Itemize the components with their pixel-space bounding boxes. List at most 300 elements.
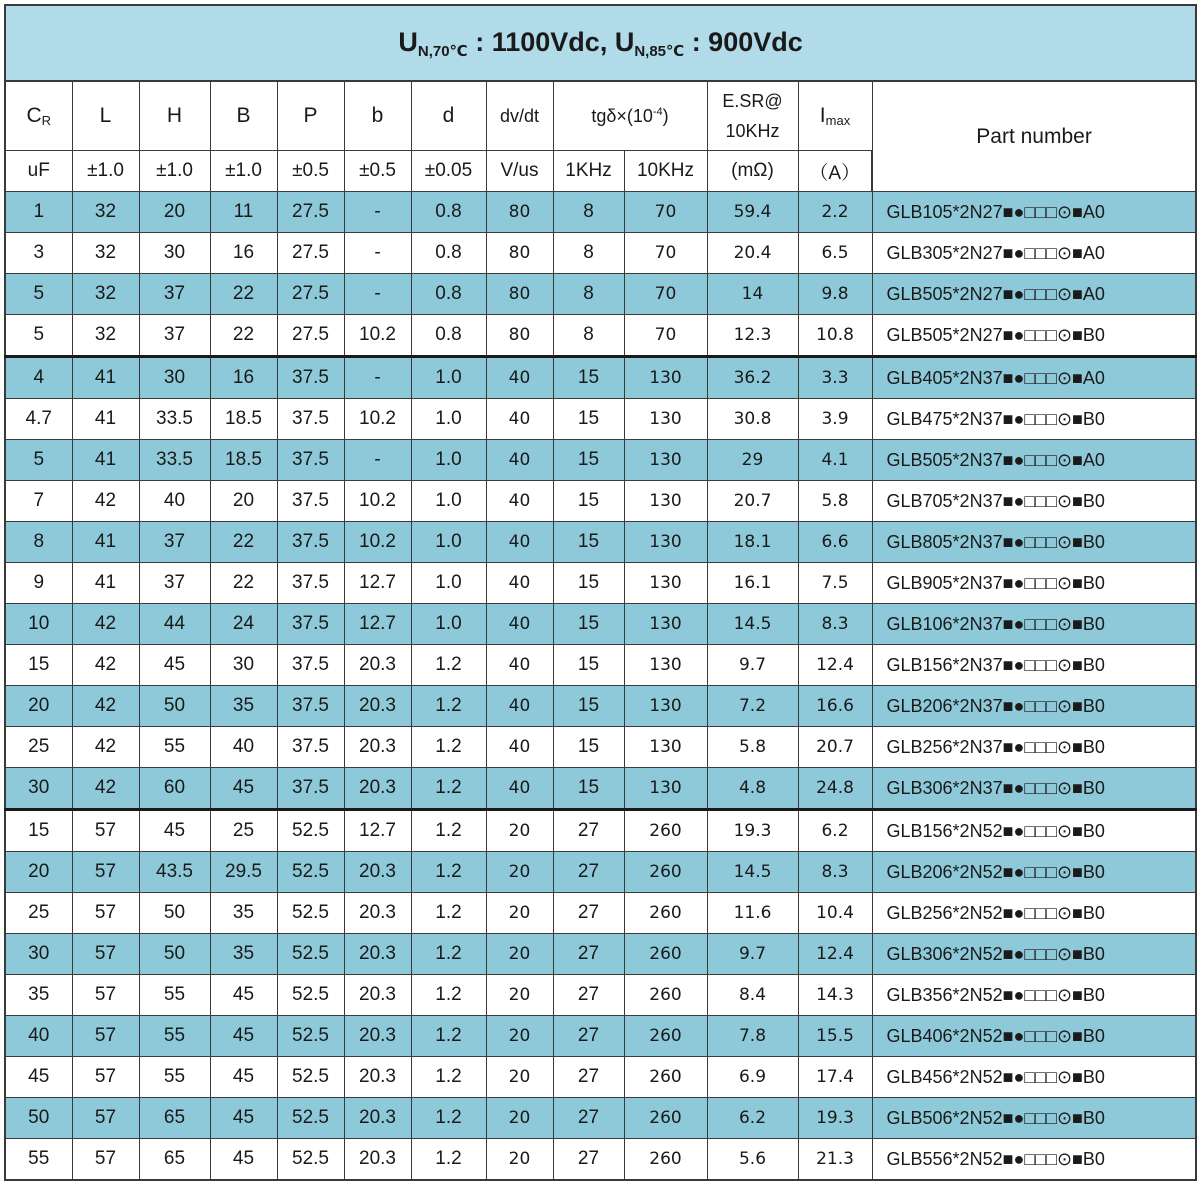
cell-b-pitch: 12.7: [344, 563, 411, 604]
cell-imax: 24.8: [798, 768, 872, 810]
cell-imax: 21.3: [798, 1139, 872, 1181]
cell-esr: 6.2: [707, 1098, 798, 1139]
cell-dvdt: 40: [486, 686, 553, 727]
cell-h: 65: [139, 1139, 210, 1181]
title-u1: U: [398, 26, 418, 57]
cell-dvdt: 20: [486, 1139, 553, 1181]
title-u2-sub: N,85℃: [634, 42, 685, 60]
cell-imax: 3.3: [798, 357, 872, 399]
cell-part-number: GLB206*2N37■●□□□⊙■B0: [872, 686, 1196, 727]
cr-label: C: [26, 104, 42, 127]
cell-dvdt: 20: [486, 1057, 553, 1098]
cell-imax: 5.8: [798, 481, 872, 522]
cell-tg-10khz: 130: [624, 645, 707, 686]
cell-esr: 16.1: [707, 563, 798, 604]
cell-p: 52.5: [277, 893, 344, 934]
cell-imax: 8.3: [798, 852, 872, 893]
cell-h: 55: [139, 727, 210, 768]
cell-cr: 30: [5, 934, 72, 975]
tg-end: ): [662, 105, 669, 126]
cell-b-pitch: 20.3: [344, 1139, 411, 1181]
cell-d: 1.0: [411, 563, 486, 604]
cell-tg-1khz: 15: [553, 399, 624, 440]
cell-b-width: 45: [210, 1016, 277, 1057]
col-header-part-number: Part number: [872, 81, 1196, 192]
capacitor-spec-table: [4, 4, 1197, 1181]
cell-b-pitch: 20.3: [344, 1098, 411, 1139]
unit-cell: uF: [5, 151, 72, 192]
cell-b-pitch: -: [344, 233, 411, 274]
cell-l: 42: [72, 727, 139, 768]
table-row: [5, 563, 1196, 604]
cell-imax: 2.2: [798, 192, 872, 233]
cell-cr: 45: [5, 1057, 72, 1098]
cell-b-pitch: 10.2: [344, 399, 411, 440]
cell-d: 1.2: [411, 810, 486, 852]
cell-l: 41: [72, 522, 139, 563]
cell-b-pitch: -: [344, 357, 411, 399]
cell-b-width: 11: [210, 192, 277, 233]
cell-b-width: 35: [210, 893, 277, 934]
unit-cell: ±0.05: [411, 151, 486, 192]
cell-cr: 4: [5, 357, 72, 399]
cell-h: 30: [139, 233, 210, 274]
cell-tg-10khz: 130: [624, 481, 707, 522]
cell-l: 57: [72, 1016, 139, 1057]
cell-imax: 20.7: [798, 727, 872, 768]
cell-p: 37.5: [277, 399, 344, 440]
cell-h: 50: [139, 686, 210, 727]
cell-imax: 14.3: [798, 975, 872, 1016]
cell-tg-1khz: 8: [553, 315, 624, 357]
table-row: [5, 274, 1196, 315]
table-row: [5, 233, 1196, 274]
cell-p: 27.5: [277, 315, 344, 357]
cell-part-number: GLB305*2N27■●□□□⊙■A0: [872, 233, 1196, 274]
cell-dvdt: 20: [486, 893, 553, 934]
cell-h: 43.5: [139, 852, 210, 893]
cell-imax: 6.2: [798, 810, 872, 852]
cell-tg-1khz: 27: [553, 1139, 624, 1181]
cell-d: 1.2: [411, 686, 486, 727]
cell-b-width: 16: [210, 233, 277, 274]
cell-p: 52.5: [277, 975, 344, 1016]
cell-b-width: 45: [210, 1098, 277, 1139]
cell-b-pitch: 12.7: [344, 604, 411, 645]
cell-tg-1khz: 8: [553, 274, 624, 315]
cell-esr: 8.4: [707, 975, 798, 1016]
cell-cr: 15: [5, 645, 72, 686]
cell-dvdt: 40: [486, 727, 553, 768]
cell-cr: 40: [5, 1016, 72, 1057]
cell-p: 27.5: [277, 274, 344, 315]
cell-tg-10khz: 70: [624, 233, 707, 274]
cell-tg-1khz: 15: [553, 727, 624, 768]
cell-part-number: GLB405*2N37■●□□□⊙■A0: [872, 357, 1196, 399]
cell-esr: 14: [707, 274, 798, 315]
cell-part-number: GLB356*2N52■●□□□⊙■B0: [872, 975, 1196, 1016]
cell-part-number: GLB475*2N37■●□□□⊙■B0: [872, 399, 1196, 440]
cell-tg-1khz: 27: [553, 893, 624, 934]
cell-esr: 14.5: [707, 852, 798, 893]
cell-tg-10khz: 130: [624, 522, 707, 563]
cell-b-pitch: -: [344, 192, 411, 233]
col-header-dvdt: dv/dt: [486, 81, 553, 151]
cell-tg-10khz: 130: [624, 727, 707, 768]
col-header-l: L: [72, 81, 139, 151]
table-row: [5, 768, 1196, 810]
cell-esr: 9.7: [707, 934, 798, 975]
cell-b-pitch: 20.3: [344, 1016, 411, 1057]
cell-d: 1.2: [411, 1098, 486, 1139]
cell-esr: 11.6: [707, 893, 798, 934]
cell-esr: 7.8: [707, 1016, 798, 1057]
cell-cr: 4.7: [5, 399, 72, 440]
cell-b-pitch: 20.3: [344, 686, 411, 727]
cell-cr: 7: [5, 481, 72, 522]
table-row: [5, 357, 1196, 399]
cell-l: 32: [72, 274, 139, 315]
col-header-p: P: [277, 81, 344, 151]
cell-p: 27.5: [277, 233, 344, 274]
title-u2: U: [614, 26, 635, 57]
cell-tg-1khz: 27: [553, 975, 624, 1016]
cell-b-width: 20: [210, 481, 277, 522]
cell-tg-10khz: 260: [624, 893, 707, 934]
table-row: [5, 604, 1196, 645]
cell-imax: 10.4: [798, 893, 872, 934]
cell-p: 37.5: [277, 686, 344, 727]
cell-part-number: GLB406*2N52■●□□□⊙■B0: [872, 1016, 1196, 1057]
cell-dvdt: 80: [486, 233, 553, 274]
col-header-tg: [553, 81, 707, 151]
cell-tg-1khz: 15: [553, 522, 624, 563]
cell-tg-1khz: 27: [553, 852, 624, 893]
cell-l: 57: [72, 1098, 139, 1139]
cell-b-pitch: 20.3: [344, 852, 411, 893]
cell-dvdt: 20: [486, 1098, 553, 1139]
tg-label: tgδ×(10: [591, 105, 653, 126]
cell-b-width: 22: [210, 563, 277, 604]
cell-part-number: GLB256*2N52■●□□□⊙■B0: [872, 893, 1196, 934]
cell-imax: 7.5: [798, 563, 872, 604]
cell-cr: 10: [5, 604, 72, 645]
cell-imax: 4.1: [798, 440, 872, 481]
cell-part-number: GLB556*2N52■●□□□⊙■B0: [872, 1139, 1196, 1181]
cell-esr: 5.6: [707, 1139, 798, 1181]
cell-imax: 8.3: [798, 604, 872, 645]
cell-b-width: 22: [210, 315, 277, 357]
cell-tg-10khz: 260: [624, 1016, 707, 1057]
cell-p: 37.5: [277, 768, 344, 810]
cell-dvdt: 20: [486, 1016, 553, 1057]
table-row: [5, 1016, 1196, 1057]
cell-tg-10khz: 130: [624, 440, 707, 481]
table-row: [5, 315, 1196, 357]
cell-part-number: GLB456*2N52■●□□□⊙■B0: [872, 1057, 1196, 1098]
cell-esr: 12.3: [707, 315, 798, 357]
cell-d: 0.8: [411, 233, 486, 274]
cell-tg-10khz: 260: [624, 852, 707, 893]
col-header-esr: [707, 81, 798, 151]
cell-dvdt: 40: [486, 481, 553, 522]
cell-part-number: GLB705*2N37■●□□□⊙■B0: [872, 481, 1196, 522]
cell-d: 1.2: [411, 727, 486, 768]
cell-b-pitch: 20.3: [344, 768, 411, 810]
cell-cr: 5: [5, 440, 72, 481]
cell-h: 33.5: [139, 440, 210, 481]
cell-b-width: 18.5: [210, 440, 277, 481]
unit-cell: ±0.5: [344, 151, 411, 192]
cell-b-pitch: 20.3: [344, 893, 411, 934]
cell-esr: 7.2: [707, 686, 798, 727]
cell-l: 41: [72, 357, 139, 399]
table-body: [5, 192, 1196, 1181]
cell-cr: 9: [5, 563, 72, 604]
cell-tg-10khz: 130: [624, 604, 707, 645]
cell-b-width: 45: [210, 1139, 277, 1181]
cell-dvdt: 40: [486, 357, 553, 399]
cell-p: 27.5: [277, 192, 344, 233]
cell-h: 37: [139, 563, 210, 604]
cell-h: 55: [139, 1057, 210, 1098]
cell-esr: 36.2: [707, 357, 798, 399]
esr-line2: 10KHz: [725, 121, 780, 141]
cell-cr: 5: [5, 274, 72, 315]
cell-tg-1khz: 15: [553, 357, 624, 399]
cell-h: 33.5: [139, 399, 210, 440]
cell-cr: 20: [5, 852, 72, 893]
cell-esr: 20.7: [707, 481, 798, 522]
table-row: [5, 1139, 1196, 1181]
cell-l: 57: [72, 810, 139, 852]
cell-cr: 50: [5, 1098, 72, 1139]
cell-cr: 8: [5, 522, 72, 563]
imax-sub: max: [825, 113, 851, 128]
cell-d: 1.0: [411, 440, 486, 481]
cell-part-number: GLB505*2N27■●□□□⊙■A0: [872, 274, 1196, 315]
cell-tg-10khz: 70: [624, 315, 707, 357]
cell-l: 57: [72, 1057, 139, 1098]
cell-b-width: 16: [210, 357, 277, 399]
cell-b-pitch: -: [344, 274, 411, 315]
cell-l: 42: [72, 604, 139, 645]
cell-esr: 29: [707, 440, 798, 481]
cell-esr: 30.8: [707, 399, 798, 440]
cell-l: 57: [72, 852, 139, 893]
cell-l: 32: [72, 315, 139, 357]
col-header-b-pitch: b: [344, 81, 411, 151]
cell-d: 1.2: [411, 1057, 486, 1098]
cell-dvdt: 20: [486, 975, 553, 1016]
cell-esr: 20.4: [707, 233, 798, 274]
cell-p: 37.5: [277, 604, 344, 645]
cell-p: 52.5: [277, 1098, 344, 1139]
table-row: [5, 399, 1196, 440]
title-u1-sub: N,70℃: [417, 42, 468, 60]
cell-b-width: 45: [210, 975, 277, 1016]
cell-l: 42: [72, 768, 139, 810]
cell-b-width: 18.5: [210, 399, 277, 440]
col-header-imax: [798, 81, 872, 151]
cell-h: 60: [139, 768, 210, 810]
cell-tg-1khz: 15: [553, 645, 624, 686]
cell-b-width: 35: [210, 686, 277, 727]
cell-imax: 15.5: [798, 1016, 872, 1057]
cell-cr: 1: [5, 192, 72, 233]
table-row: [5, 686, 1196, 727]
cell-tg-1khz: 27: [553, 810, 624, 852]
cell-esr: 59.4: [707, 192, 798, 233]
cell-l: 42: [72, 686, 139, 727]
imax-label: I: [819, 104, 826, 127]
cell-tg-10khz: 70: [624, 192, 707, 233]
cell-esr: 6.9: [707, 1057, 798, 1098]
unit-cell: ±1.0: [72, 151, 139, 192]
cell-b-width: 22: [210, 274, 277, 315]
cell-b-width: 45: [210, 768, 277, 810]
cell-b-width: 24: [210, 604, 277, 645]
col-header-d: d: [411, 81, 486, 151]
cell-imax: 12.4: [798, 645, 872, 686]
unit-cell: ±1.0: [139, 151, 210, 192]
cell-d: 1.0: [411, 481, 486, 522]
cell-tg-1khz: 15: [553, 768, 624, 810]
cell-tg-1khz: 15: [553, 440, 624, 481]
unit-cell: （A）: [798, 151, 872, 192]
cell-dvdt: 20: [486, 852, 553, 893]
cell-imax: 17.4: [798, 1057, 872, 1098]
cell-cr: 25: [5, 727, 72, 768]
cell-tg-1khz: 8: [553, 233, 624, 274]
cell-dvdt: 20: [486, 934, 553, 975]
table-row: [5, 893, 1196, 934]
cell-b-pitch: 20.3: [344, 934, 411, 975]
cell-tg-1khz: 27: [553, 1057, 624, 1098]
unit-cell: 1KHz: [553, 151, 624, 192]
esr-line1: E.SR@: [722, 91, 783, 111]
table-row: [5, 481, 1196, 522]
cell-part-number: GLB156*2N52■●□□□⊙■B0: [872, 810, 1196, 852]
cell-b-width: 40: [210, 727, 277, 768]
cell-tg-10khz: 260: [624, 975, 707, 1016]
cell-p: 37.5: [277, 440, 344, 481]
cell-h: 50: [139, 934, 210, 975]
cell-imax: 6.5: [798, 233, 872, 274]
cell-h: 55: [139, 1016, 210, 1057]
table-row: [5, 727, 1196, 768]
cell-tg-10khz: 260: [624, 1139, 707, 1181]
cell-b-pitch: -: [344, 440, 411, 481]
cell-b-pitch: 10.2: [344, 522, 411, 563]
cell-l: 57: [72, 934, 139, 975]
cell-dvdt: 80: [486, 315, 553, 357]
cell-b-pitch: 10.2: [344, 315, 411, 357]
cell-d: 1.2: [411, 852, 486, 893]
cell-dvdt: 40: [486, 604, 553, 645]
cell-esr: 19.3: [707, 810, 798, 852]
cell-l: 41: [72, 399, 139, 440]
cell-dvdt: 20: [486, 810, 553, 852]
cell-p: 52.5: [277, 1057, 344, 1098]
cell-b-pitch: 20.3: [344, 645, 411, 686]
cell-p: 52.5: [277, 1139, 344, 1181]
cell-h: 37: [139, 274, 210, 315]
unit-cell: V/us: [486, 151, 553, 192]
cell-p: 37.5: [277, 727, 344, 768]
table-title: [5, 5, 1196, 81]
cell-p: 37.5: [277, 645, 344, 686]
cell-part-number: GLB105*2N27■●□□□⊙■A0: [872, 192, 1196, 233]
cell-l: 57: [72, 893, 139, 934]
cell-tg-1khz: 15: [553, 481, 624, 522]
unit-cell: ±1.0: [210, 151, 277, 192]
cell-d: 1.0: [411, 357, 486, 399]
cell-part-number: GLB306*2N52■●□□□⊙■B0: [872, 934, 1196, 975]
cell-imax: 12.4: [798, 934, 872, 975]
cell-tg-10khz: 130: [624, 399, 707, 440]
cell-p: 37.5: [277, 357, 344, 399]
title-part1: : 1100Vdc,: [467, 26, 615, 57]
cell-h: 50: [139, 893, 210, 934]
cell-part-number: GLB206*2N52■●□□□⊙■B0: [872, 852, 1196, 893]
cell-b-width: 25: [210, 810, 277, 852]
cell-tg-1khz: 8: [553, 192, 624, 233]
cell-h: 37: [139, 522, 210, 563]
table-row: [5, 440, 1196, 481]
cell-d: 0.8: [411, 315, 486, 357]
table-row: [5, 1057, 1196, 1098]
cell-h: 45: [139, 810, 210, 852]
cell-cr: 55: [5, 1139, 72, 1181]
cell-part-number: GLB106*2N37■●□□□⊙■B0: [872, 604, 1196, 645]
cell-tg-1khz: 27: [553, 1016, 624, 1057]
cell-p: 52.5: [277, 852, 344, 893]
cell-h: 37: [139, 315, 210, 357]
cell-d: 1.2: [411, 768, 486, 810]
tg-sup: -4: [652, 105, 663, 118]
cell-p: 52.5: [277, 1016, 344, 1057]
header-row: [5, 81, 1196, 151]
table-row: [5, 852, 1196, 893]
spec-table-container: [4, 4, 1195, 1181]
cell-h: 55: [139, 975, 210, 1016]
cell-tg-1khz: 27: [553, 1098, 624, 1139]
cell-cr: 3: [5, 233, 72, 274]
cell-l: 32: [72, 192, 139, 233]
cell-imax: 3.9: [798, 399, 872, 440]
cell-tg-10khz: 260: [624, 1057, 707, 1098]
cell-imax: 6.6: [798, 522, 872, 563]
unit-cell: (mΩ): [707, 151, 798, 192]
cell-tg-10khz: 260: [624, 810, 707, 852]
cell-p: 52.5: [277, 810, 344, 852]
cell-d: 1.2: [411, 934, 486, 975]
cell-b-pitch: 20.3: [344, 1057, 411, 1098]
cell-cr: 30: [5, 768, 72, 810]
unit-cell: 10KHz: [624, 151, 707, 192]
cell-b-pitch: 20.3: [344, 727, 411, 768]
cell-b-pitch: 20.3: [344, 975, 411, 1016]
cell-h: 30: [139, 357, 210, 399]
cell-cr: 20: [5, 686, 72, 727]
cell-tg-10khz: 130: [624, 768, 707, 810]
cell-b-width: 30: [210, 645, 277, 686]
cell-dvdt: 40: [486, 645, 553, 686]
cell-cr: 25: [5, 893, 72, 934]
title-part2: : 900Vdc: [684, 26, 803, 57]
cell-cr: 5: [5, 315, 72, 357]
